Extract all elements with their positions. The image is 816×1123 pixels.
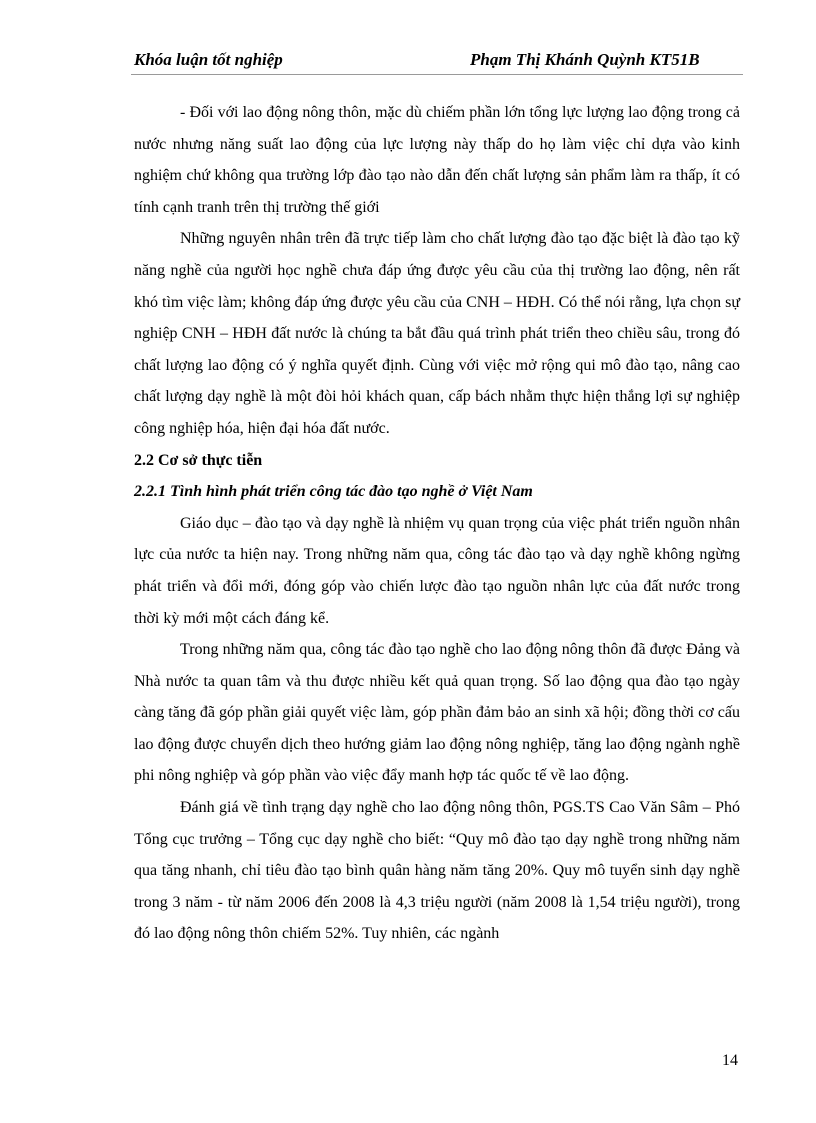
paragraph: Trong những năm qua, công tác đào tạo nghề cho lao động nông thôn đã được Đảng và Nhà nước ta quan tâm và thu được nhiều kết quả quan trọng. Số lao động qua đào tạo ngày càng tăng đã góp phần giải quyết việc làm, góp phần đảm bảo an sinh xã hội; đồng thời cơ cấu lao động được chuyển dịch theo hướng giảm lao động nông nghiệp, tăng lao động ngành nghề phi nông nghiệp và góp phần vào việc đẩy manh hợp tác quốc tế về lao động. [134,641,740,785]
subsection-heading: 2.2.1 Tình hình phát triển công tác đào tạo nghề ở Việt Nam [134,483,533,501]
header-divider [131,74,743,75]
header-thesis-title: Khóa luận tốt nghiệp [134,50,283,69]
section-heading: 2.2 Cơ sở thực tiễn [134,451,263,469]
paragraph: Đánh giá về tình trạng dạy nghề cho lao động nông thôn, PGS.TS Cao Văn Sâm – Phó Tổng cục trưởng – Tổng cục dạy nghề cho biết: “Quy mô đào tạo dạy nghề trong những năm qua tăng nhanh, chỉ tiêu đào tạo bình quân hàng năm tăng 20%. Quy mô tuyển sinh dạy nghề trong 3 năm - từ năm 2006 đến 2008 là 4,3 triệu người (năm 2008 là 1,54 triệu người), trong đó lao động nông thôn chiếm 52%. Tuy nhiên, các ngành [134,799,740,943]
page-number: 14 [722,1052,738,1069]
paragraph: Những nguyên nhân trên đã trực tiếp làm cho chất lượng đào tạo đặc biệt là đào tạo kỹ năng nghề của người học nghề chưa đáp ứng được yêu cầu của thị trường lao động, nên rất khó tìm việc làm; không đáp ứng được yêu cầu của CNH – HĐH. Có thể nói rằng, lựa chọn sự nghiệp CNH – HĐH đất nước là chúng ta bắt đầu quá trình phát triển theo chiều sâu, trong đó chất lượng lao động có ý nghĩa quyết định. Cùng với việc mở rộng qui mô đào tạo, nâng cao chất lượng dạy nghề là một đòi hỏi khách quan, cấp bách nhằm thực hiện thắng lợi sự nghiệp công nghiệp hóa, hiện đại hóa đất nước. [134,230,740,437]
paragraph: - Đối với lao động nông thôn, mặc dù chiếm phần lớn tổng lực lượng lao động trong cả nước nhưng năng suất lao động của lực lượng này thấp do họ làm việc chỉ dựa vào kinh nghiệm chứ không qua trường lớp đào tạo nào dẫn đến chất lượng sản phẩm làm ra thấp, ít có tính cạnh tranh trên thị trường thế giới [134,104,740,216]
header-author: Phạm Thị Khánh Quỳnh KT51B [470,50,700,69]
document-body [134,97,740,950]
paragraph: Giáo dục – đào tạo và dạy nghề là nhiệm vụ quan trọng của việc phát triển nguồn nhân lực của nước ta hiện nay. Trong những năm qua, công tác đào tạo và dạy nghề không ngừng phát triển và đổi mới, đóng góp vào chiến lược đào tạo nguồn nhân lực của đất nước trong thời kỳ mới một cách đáng kể. [134,514,740,627]
